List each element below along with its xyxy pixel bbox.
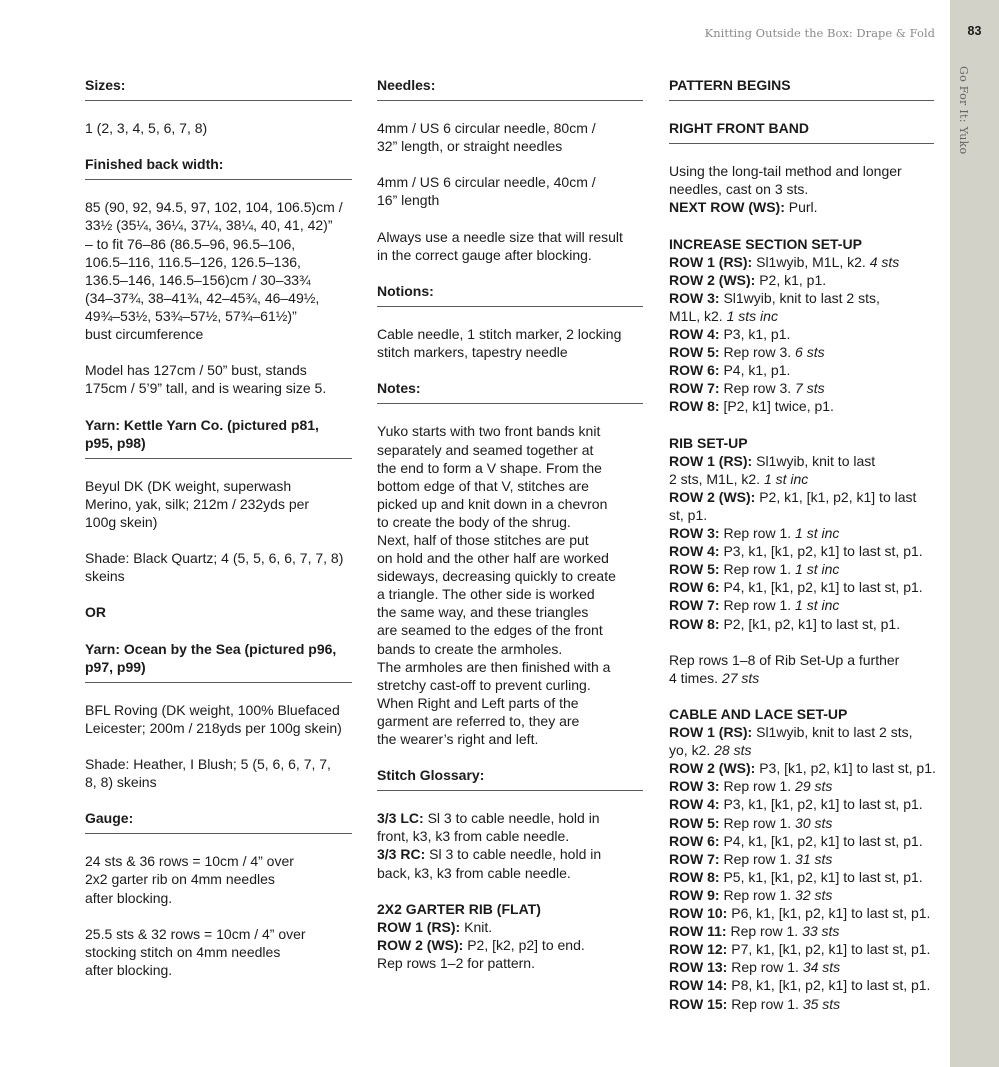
row-label: NEXT ROW (WS): (669, 199, 785, 216)
row-label: ROW 2 (WS): (377, 936, 464, 953)
pattern-row (669, 307, 934, 325)
row-instruction: st, p1. (669, 506, 708, 523)
rib-rows (669, 452, 934, 633)
stitch-count: 7 sts (795, 380, 825, 397)
text-line: in the correct gauge after blocking. (377, 246, 592, 263)
text-line: separately and seamed together at (377, 441, 594, 458)
text-line: Using the long-tail method and longer (669, 163, 902, 180)
pattern-row (669, 253, 934, 271)
text-line: (34–37¾, 38–41¾, 42–45¾, 46–49½, (85, 289, 320, 306)
text-line: on hold and the other half are worked (377, 550, 609, 567)
rib-setup-heading: RIB SET-UP (669, 434, 748, 451)
sizes-text: 1 (2, 3, 4, 5, 6, 7, 8) (85, 120, 208, 137)
text-line: 4mm / US 6 circular needle, 80cm / (377, 120, 596, 137)
text-line: 33½ (35¼, 36¼, 37¼, 38¼, 40, 41, 42)” (85, 217, 333, 234)
text-line: BFL Roving (DK weight, 100% Bluefaced (85, 701, 340, 718)
column-tools-notes (377, 76, 643, 972)
text-line: 106.5–116, 116.5–126, 126.5–136, (85, 253, 301, 270)
text-line: p95, p98) (85, 434, 146, 451)
row-instruction: P3, k1, p1. (719, 326, 791, 343)
yarn1-heading (85, 416, 352, 459)
finished-width-text (85, 198, 352, 343)
text-line: 49¾–53½, 53¾–57½, 57¾–61½)” (85, 307, 297, 324)
stitch-count: 29 sts (795, 778, 833, 795)
text-line: garment are referred to, they are (377, 712, 580, 729)
increase-rows (669, 253, 934, 416)
row-label: ROW 8: (669, 615, 720, 632)
row-label: ROW 13: (669, 959, 728, 976)
pattern-row (669, 958, 934, 976)
text-line: bands to create the armholes. (377, 640, 563, 657)
row-label: ROW 4: (669, 543, 720, 560)
row-instruction: P2, [k1, p2, k1] to last st, p1. (719, 615, 901, 632)
row-label: ROW 6: (669, 832, 720, 849)
row-label: ROW 14: (669, 977, 728, 994)
text-line: after blocking. (85, 889, 173, 906)
text-line: 4 times. (669, 669, 722, 686)
row-instruction: Sl1wyib, knit to last 2 sts, (752, 724, 913, 741)
stitch-count: 34 sts (802, 959, 841, 976)
pattern-row (669, 940, 934, 958)
row-instruction: Knit. (460, 918, 493, 935)
text-line: Shade: Heather, I Blush; 5 (5, 6, 6, 7, 7, (85, 756, 331, 772)
row-instruction: Rep row 1. (719, 778, 796, 795)
row-label: ROW 3: (669, 778, 720, 795)
stitch-glossary-heading: Stitch Glossary: (377, 766, 643, 791)
glossary-entry-lc (377, 809, 643, 845)
row-instruction: Purl. (784, 199, 818, 216)
row-label: ROW 15: (669, 995, 728, 1012)
text-line: When Right and Left parts of the (377, 694, 579, 711)
stitch-count: 35 sts (802, 995, 841, 1012)
text-line: Cable needle, 1 stitch marker, 2 locking (377, 326, 622, 343)
row-instruction: P3, k1, [k1, p2, k1] to last st, p1. (719, 543, 923, 560)
pattern-row (669, 524, 934, 542)
text-line: 16” length (377, 192, 440, 209)
pattern-row (377, 918, 643, 936)
needles-gauge-note (377, 228, 643, 264)
row-instruction: P4, k1, p1. (719, 362, 791, 379)
pattern-row (669, 578, 934, 596)
row-label: ROW 11: (669, 923, 727, 940)
pattern-row (669, 289, 934, 307)
needles-heading: Needles: (377, 76, 643, 101)
notions-heading: Notions: (377, 282, 643, 307)
needles-circular-80 (377, 119, 643, 155)
pattern-row (669, 795, 934, 813)
text-line: p97, p99) (85, 658, 146, 675)
text-line: 175cm / 5’9” tall, and is wearing size 5. (85, 380, 327, 397)
stitch-count: 6 sts (795, 344, 825, 361)
gauge-garter-text (85, 852, 352, 906)
row-label: ROW 2 (WS): (669, 760, 756, 777)
row-instruction: P4, k1, [k1, p2, k1] to last st, p1. (719, 832, 923, 849)
yarn2-heading (85, 640, 352, 683)
pattern-row (669, 995, 934, 1013)
pattern-row (669, 542, 934, 560)
cable-lace-setup-heading: CABLE AND LACE SET-UP (669, 706, 848, 722)
pattern-row (669, 850, 934, 868)
pattern-row (669, 814, 934, 832)
row-instruction: Rep row 1. (719, 850, 796, 867)
text-line: 25.5 sts & 32 rows = 10cm / 4” over (85, 925, 306, 942)
pattern-row (669, 832, 934, 850)
row-instruction: P2, k1, p1. (755, 271, 827, 288)
pattern-row (669, 922, 934, 940)
text-line: the end to form a V shape. From the (377, 459, 602, 476)
row-label: ROW 1 (RS): (669, 724, 753, 741)
text-line: Yuko starts with two front bands knit (377, 423, 601, 440)
pattern-row (669, 397, 934, 415)
pattern-row (669, 777, 934, 795)
text-line: Merino, yak, silk; 212m / 232yds per (85, 495, 310, 512)
row-label: ROW 1 (RS): (669, 253, 753, 270)
stitch-count: 33 sts (802, 923, 840, 940)
pattern-row (669, 488, 934, 506)
finished-width-heading: Finished back width: (85, 155, 352, 180)
text-line: 136.5–146, 146.5–156)cm / 30–33¾ (85, 271, 311, 288)
row-label: ROW 7: (669, 597, 720, 614)
text-line: 24 sts & 36 rows = 10cm / 4” over (85, 853, 294, 870)
cable-rows (669, 723, 934, 1013)
glossary-term: 3/3 LC: (377, 810, 424, 827)
notes-heading: Notes: (377, 379, 643, 404)
stitch-count: 1 sts inc (726, 307, 778, 324)
glossary-definition: Sl 3 to cable needle, hold in (423, 810, 600, 827)
row-instruction: P8, k1, [k1, p2, k1] to last st, p1. (727, 977, 931, 994)
pattern-row (669, 723, 934, 741)
row-instruction: Rep row 1. (727, 995, 803, 1012)
pattern-row (669, 506, 934, 524)
pattern-row (669, 470, 934, 488)
row-instruction: Rep row 3. (719, 380, 796, 397)
text-line: sideways, decreasing quickly to create (377, 568, 616, 585)
row-label: ROW 2 (WS): (669, 271, 756, 288)
row-instruction: P3, [k1, p2, k1] to last st, p1. (755, 760, 936, 777)
row-label: ROW 9: (669, 886, 720, 903)
shade2-text (85, 755, 352, 791)
text-line: after blocking. (85, 961, 173, 978)
stitch-count: 4 sts (869, 253, 900, 270)
pattern-row (669, 596, 934, 614)
column-materials (85, 76, 352, 979)
notes-text (377, 422, 643, 748)
row-label: ROW 1 (RS): (377, 918, 461, 935)
row-label: ROW 3: (669, 289, 720, 306)
row-instruction: [P2, k1] twice, p1. (719, 398, 834, 415)
glossary-term: 3/3 RC: (377, 846, 426, 863)
row-instruction: M1L, k2. (669, 307, 727, 324)
gauge-heading: Gauge: (85, 809, 352, 834)
row-label: ROW 3: (669, 525, 720, 542)
text-line: Always use a needle size that will result (377, 228, 623, 245)
needles-circular-40 (377, 173, 643, 209)
row-instruction: P4, k1, [k1, p2, k1] to last st, p1. (719, 579, 923, 596)
row-instruction: Sl1wyib, knit to last 2 sts, (719, 289, 880, 306)
text-line: Next, half of those stitches are put (377, 531, 589, 548)
pattern-begins-heading: PATTERN BEGINS (669, 76, 934, 101)
repeat-note (669, 669, 934, 687)
column-pattern (669, 76, 934, 1013)
running-title: Knitting Outside the Box: Drape & Fold (704, 26, 935, 40)
pattern-row (669, 759, 934, 777)
glossary-entry-rc (377, 845, 643, 881)
row-instruction: P7, k1, [k1, p2, k1] to last st, p1. (727, 941, 931, 958)
row-instruction: P6, k1, [k1, p2, k1] to last st, p1. (727, 905, 931, 922)
pattern-row (669, 325, 934, 343)
text-line: Model has 127cm / 50” bust, stands (85, 362, 307, 379)
sizes-heading: Sizes: (85, 76, 352, 101)
pattern-row (669, 452, 934, 470)
pattern-row (669, 741, 934, 759)
row-instruction: Rep row 1. (727, 959, 803, 976)
chapter-sidebar (950, 0, 999, 1067)
text-line: – to fit 76–86 (86.5–96, 96.5–106, (85, 235, 296, 252)
text-line: are seamed to the edges of the front (377, 622, 603, 639)
text-line: a triangle. The other side is worked (377, 586, 595, 603)
model-info (85, 361, 352, 397)
pattern-row (669, 343, 934, 361)
pattern-row (669, 886, 934, 904)
text-line: stitch markers, tapestry needle (377, 344, 568, 361)
row-label: ROW 6: (669, 362, 720, 379)
row-instruction: 2 sts, M1L, k2. (669, 470, 764, 487)
notions-text (377, 325, 643, 361)
stitch-count: 28 sts (714, 742, 752, 759)
text-line: Yarn: Kettle Yarn Co. (pictured p81, (85, 416, 319, 433)
text-line: The armholes are then finished with a (377, 658, 611, 675)
row-instruction: Rep row 1. (719, 561, 796, 578)
text-line: 32” length, or straight needles (377, 138, 563, 155)
row-label: ROW 2 (WS): (669, 488, 756, 505)
text-line: Shade: Black Quartz; 4 (5, 5, 6, 6, 7, 7, 8) (85, 550, 344, 567)
stitch-count: 31 sts (795, 850, 833, 867)
row-label: ROW 5: (669, 561, 720, 578)
row-label: ROW 4: (669, 796, 720, 813)
text-line: picked up and knit down in a chevron (377, 495, 608, 512)
row-label: ROW 8: (669, 868, 720, 885)
text-line: the same way, and these triangles (377, 604, 589, 621)
text-line: skeins (85, 568, 125, 585)
text-line: 85 (90, 92, 94.5, 97, 102, 104, 106.5)cm / (85, 199, 343, 216)
pattern-row (669, 560, 934, 578)
row-instruction: P5, k1, [k1, p2, k1] to last st, p1. (719, 868, 923, 885)
row-label: ROW 6: (669, 579, 720, 596)
row-instruction: P3, k1, [k1, p2, k1] to last st, p1. (719, 796, 923, 813)
right-front-band-heading: RIGHT FRONT BAND (669, 119, 934, 144)
row-instruction: Rep row 1. (719, 886, 796, 903)
row-instruction: P2, k1, [k1, p2, k1] to last (755, 488, 917, 505)
glossary-definition: front, k3, k3 from cable needle. (377, 828, 570, 845)
text-line: 8, 8) skeins (85, 774, 157, 791)
stitch-count: 1 st inc (795, 597, 840, 614)
glossary-definition: Sl 3 to cable needle, hold in (425, 846, 602, 863)
repeat-note: Rep rows 1–2 for pattern. (377, 955, 535, 972)
row-label: ROW 7: (669, 850, 720, 867)
stitch-count: 27 sts (721, 669, 760, 686)
stitch-count: 32 sts (795, 886, 833, 903)
or-separator: OR (85, 604, 106, 621)
page-number: 83 (967, 24, 982, 38)
row-label: ROW 12: (669, 941, 728, 958)
increase-section-heading: INCREASE SECTION SET-UP (669, 235, 862, 252)
row-instruction: Rep row 1. (719, 597, 796, 614)
row-instruction: Rep row 3. (719, 344, 796, 361)
pattern-row (669, 976, 934, 994)
row-label: ROW 5: (669, 814, 720, 831)
text-line: bust circumference (85, 326, 204, 343)
gauge-stocking-text (85, 925, 352, 979)
pattern-row (669, 868, 934, 886)
yarn2-text (85, 701, 352, 737)
text-line: Yarn: Ocean by the Sea (pictured p96, (85, 640, 337, 657)
text-line: the wearer’s right and left. (377, 731, 539, 747)
stitch-count: 30 sts (795, 814, 833, 831)
text-line: 100g skein) (85, 513, 158, 530)
pattern-row (669, 904, 934, 922)
stitch-count: 1 st inc (795, 561, 840, 578)
text-line: 2x2 garter rib on 4mm needles (85, 871, 275, 888)
text-line: stocking stitch on 4mm needles (85, 943, 281, 960)
garter-rib-heading: 2X2 GARTER RIB (FLAT) (377, 900, 541, 917)
stitch-count: 1 st inc (795, 525, 840, 542)
row-label: ROW 1 (RS): (669, 452, 753, 469)
text-line: Leicester; 200m / 218yds per 100g skein) (85, 719, 342, 736)
pattern-row (669, 361, 934, 379)
row-label: ROW 8: (669, 398, 720, 415)
pattern-row (669, 615, 934, 633)
row-label: ROW 5: (669, 344, 720, 361)
row-instruction: Sl1wyib, knit to last (752, 452, 876, 469)
pattern-row (377, 936, 643, 954)
row-instruction: Sl1wyib, M1L, k2. (752, 253, 870, 270)
text-line: Rep rows 1–8 of Rib Set-Up a further (669, 651, 900, 668)
pattern-row (669, 198, 934, 216)
row-instruction: yo, k2. (669, 742, 715, 759)
text-line: bottom edge of that V, stitches are (377, 477, 589, 494)
glossary-definition: back, k3, k3 from cable needle. (377, 864, 571, 881)
text-line: stretchy cast-off to prevent curling. (377, 676, 591, 693)
pattern-row (669, 271, 934, 289)
row-label: ROW 10: (669, 905, 728, 922)
pattern-row (669, 379, 934, 397)
text-line: needles, cast on 3 sts. (669, 181, 809, 198)
yarn1-text (85, 477, 352, 531)
shade1-text (85, 549, 352, 585)
row-instruction: Rep row 1. (719, 814, 796, 831)
row-instruction: Rep row 1. (719, 525, 796, 542)
row-label: ROW 7: (669, 380, 720, 397)
row-instruction: P2, [k2, p2] to end. (463, 936, 585, 953)
text-line: 4mm / US 6 circular needle, 40cm / (377, 174, 596, 191)
chapter-side-title: Go For It: Yuko (957, 66, 970, 155)
text-line: Beyul DK (DK weight, superwash (85, 477, 292, 494)
stitch-count: 1 st inc (763, 470, 809, 487)
text-line: to create the body of the shrug. (377, 513, 571, 530)
row-label: ROW 4: (669, 326, 720, 343)
row-instruction: Rep row 1. (726, 923, 803, 940)
